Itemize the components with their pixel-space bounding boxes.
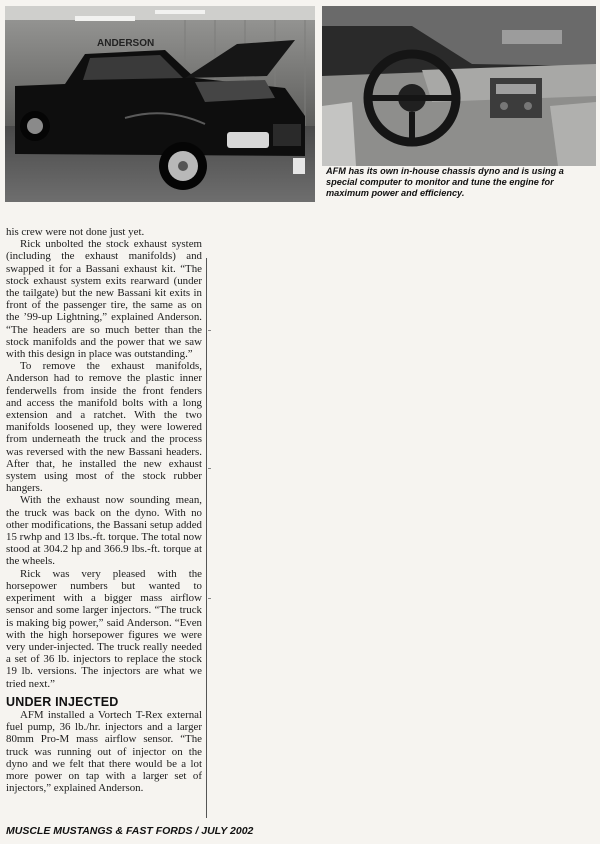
section-heading: UNDER INJECTED	[6, 694, 119, 709]
page-footer: MUSCLE MUSTANGS & FAST FORDS / JULY 2002	[6, 825, 254, 837]
column-divider	[206, 258, 207, 818]
article-paragraph: To remove the exhaust manifolds, Anderson had to remove the plastic inner fenderwells from inside the front fenders and access the manifold bolts with a long extension and a ratchet. With the two manifolds loosened up, they were lowered from underneath the truck and the process was reversed with the new Bassani headers. After that, he installed the new exhaust system using most of the stock rubber hangers.	[6, 360, 202, 495]
photo-interior	[322, 6, 596, 166]
photo-caption: AFM has its own in-house chassis dyno and is using a special computer to monitor and tune the engine for maximum power and efficiency.	[326, 166, 564, 198]
divider-tick	[208, 468, 211, 469]
article-paragraph: Rick unbolted the stock exhaust system (including the exhaust manifolds) and swapped it for a Bassani exhaust kit. “The stock exhaust system exits rearward (under the tailgate) but the new Bassani kit exits in front of the passenger tire, the same as on the ’99-up Lightning,” explained Anderson. “The headers are so much better than the stock manifolds and the power that we saw with this design in place was outstanding.”	[6, 238, 202, 361]
interior-photo-art	[322, 6, 596, 166]
divider-tick	[208, 598, 211, 599]
truck-photo-art	[5, 6, 315, 202]
photo-truck	[5, 6, 315, 202]
article-paragraph: Rick was very pleased with the horsepower numbers but wanted to experiment with a bigger mass airflow sensor and some larger injectors. “The truck is making big power,” said Anderson. “Even with the high horsepower figures we were very under-injected. The truck really needed a set of 36 lb. injectors to replace the stock 19 lb. versions. The injectors are what we tried next.”	[6, 567, 202, 690]
article-paragraph: With the exhaust now sounding mean, the truck was back on the dyno. With no other modifications, the Bassani setup added 15 rwhp and 13 lbs.-ft. torque. The total now stood at 304.2 hp and 366.9 lbs.-ft. torque at the wheels.	[6, 494, 202, 568]
article-paragraph: AFM installed a Vortech T-Rex external fuel pump, 36 lb./hr. injectors and a larger 80mm Pro-M mass airflow sensor. “The truck was running out of injector on the dyno and we felt that there would be a lot more power on tap with a larger set of injectors,” explained Anderson.	[6, 708, 202, 795]
shop-sign: ANDERSON	[97, 38, 155, 49]
article-paragraph: his crew were not done just yet.	[6, 226, 145, 238]
divider-tick	[208, 330, 211, 331]
article-body	[6, 226, 202, 794]
